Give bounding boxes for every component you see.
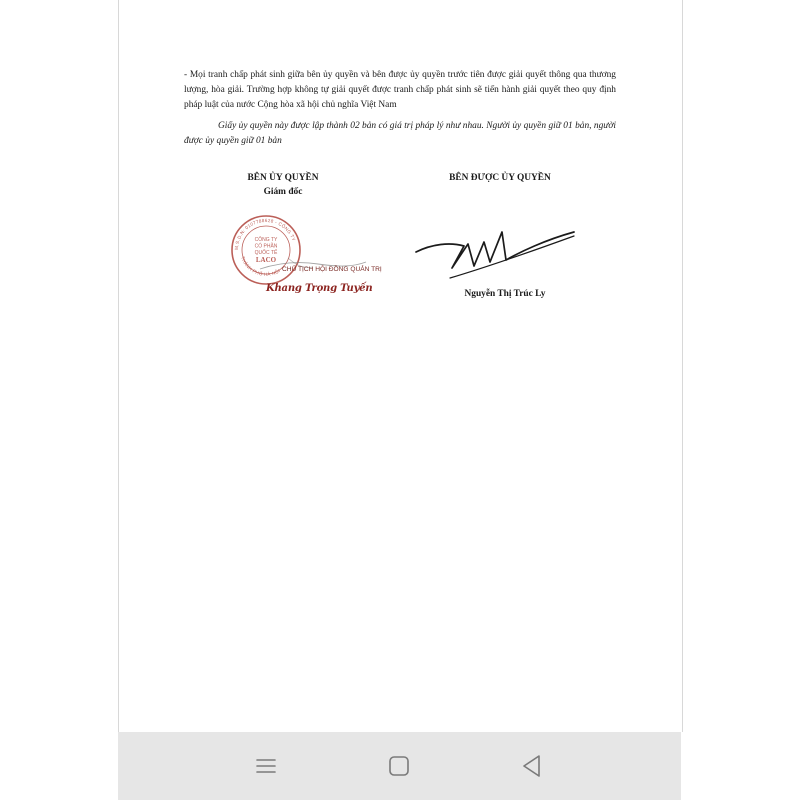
grantor-role: Giám đốc: [263, 187, 303, 197]
menu-icon[interactable]: [252, 752, 280, 780]
grantee-signer-name: Nguyễn Thị Trúc Ly: [464, 289, 546, 299]
dispute-resolution-paragraph: - Mọi tranh chấp phát sinh giữa bên ủy quyền và bên được ủy quyền trước tiên được giải quyết thông qua thương lượng, hòa giải. Trường hợp không tự giải quyết được tranh chấp phát sinh sẽ tiến hành giải quyết theo quy định pháp luật của nước Cộng hòa xã hội chủ nghĩa Việt Nam: [184, 70, 616, 110]
stamp-line-1: CÔNG TY: [254, 237, 278, 243]
navigation-bar: [118, 732, 681, 800]
grantor-signer-name: Khang Trọng Tuyến: [266, 283, 373, 294]
stamp-bottom-text: THÀNH PHỐ HÀ NỘI: [239, 255, 282, 277]
back-icon[interactable]: [518, 752, 546, 780]
grantor-heading: BÊN ỦY QUYỀN: [247, 173, 319, 183]
stamp-company-name: LACO: [255, 256, 277, 264]
stamp-title-text: CHỦ TỊCH HỘI ĐỒNG QUẢN TRỊ: [282, 266, 382, 273]
stamp-ring-text: M.S.D.N: 0107788628 - CÔNG TY: [233, 217, 297, 251]
grantee-signature: [410, 222, 580, 284]
copies-paragraph: Giấy ủy quyền này được lập thành 02 bản có giá trị pháp lý như nhau. Người ủy quyền giữ 01 bản, người được ủy quyền giữ 01 bản: [184, 121, 616, 146]
grantee-heading: BÊN ĐƯỢC ỦY QUYỀN: [449, 173, 551, 183]
stamp-line-3: QUỐC TẾ: [254, 250, 278, 256]
company-stamp: [229, 213, 303, 287]
home-icon[interactable]: [385, 752, 413, 780]
stamp-line-2: CỔ PHẦN: [254, 243, 278, 250]
